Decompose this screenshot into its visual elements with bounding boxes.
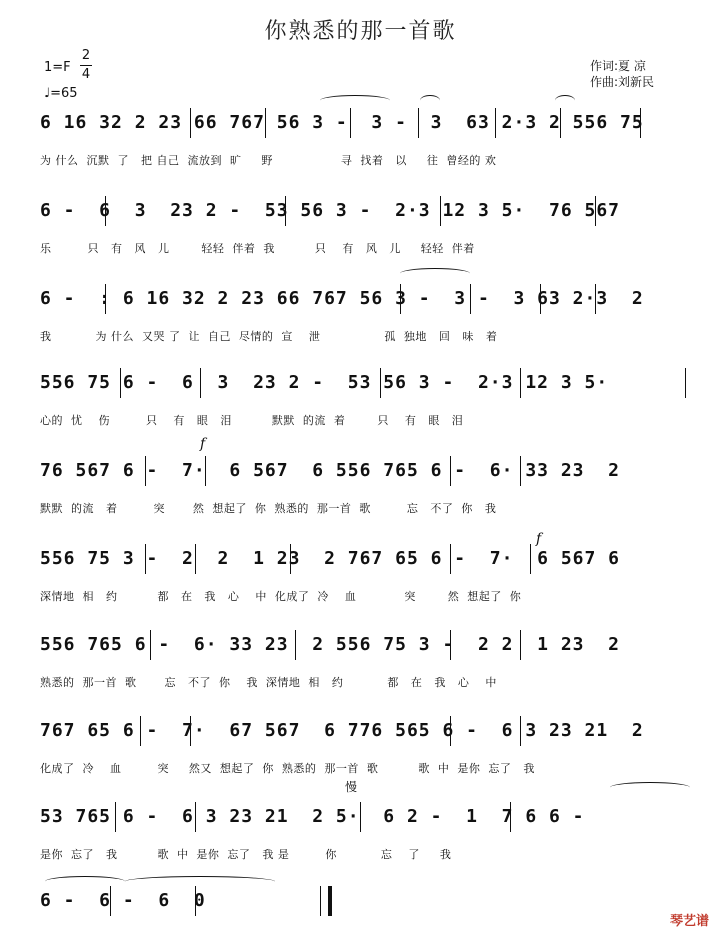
barline bbox=[190, 108, 191, 138]
slur bbox=[400, 268, 470, 279]
notation-line: 556 765 6 - 6· 33 23 2 556 75 3 - 2 2 1 23 2 bbox=[40, 634, 621, 655]
lyrics-line: 熟悉的 那一首 歌 忘 不了 你 我 深情地 相 约 都 在 我 心 中 bbox=[40, 676, 497, 689]
lyrics-line: 是你 忘了 我 歌 中 是你 忘了 我 是 你 忘 了 我 bbox=[40, 848, 452, 861]
barline bbox=[470, 284, 471, 314]
barline bbox=[115, 802, 116, 832]
barline bbox=[290, 544, 291, 574]
barline bbox=[520, 368, 521, 398]
barline bbox=[560, 108, 561, 138]
barline bbox=[350, 108, 351, 138]
barline bbox=[285, 196, 286, 226]
barline bbox=[105, 284, 106, 314]
barline bbox=[418, 108, 419, 138]
barline bbox=[510, 802, 511, 832]
composer: 作曲:刘新民 bbox=[590, 75, 655, 89]
notation-line: 6 16 32 2 23 66 767 56 3 - 3 - 3 63 2·3 2 556 75 bbox=[40, 112, 644, 133]
barline bbox=[595, 196, 596, 226]
time-signature bbox=[80, 48, 92, 83]
barline bbox=[595, 284, 596, 314]
barline bbox=[195, 802, 196, 832]
barline bbox=[200, 368, 201, 398]
notation-line: 6 - 6 - 6 0 bbox=[40, 890, 206, 911]
barline bbox=[685, 368, 686, 398]
lyrics-line: 乐 只 有 风 儿 轻轻 伴着 我 只 有 风 儿 轻轻 伴着 bbox=[40, 242, 475, 255]
barline bbox=[520, 630, 521, 660]
barline bbox=[450, 716, 451, 746]
tempo-marking: ♩=65 bbox=[44, 86, 78, 101]
time-sig-top: 2 bbox=[81, 48, 91, 63]
dynamic-forte-2: f bbox=[536, 531, 542, 547]
barline bbox=[320, 886, 321, 916]
barline bbox=[205, 456, 206, 486]
lyrics-line: 化成了 冷 血 突 然又 想起了 你 熟悉的 那一首 歌 歌 中 是你 忘了 我 bbox=[40, 762, 535, 775]
barline bbox=[145, 544, 146, 574]
notation-line: 767 65 6 - 7· 67 567 6 776 565 6 - 6 3 23 21 2 bbox=[40, 720, 644, 741]
barline bbox=[150, 630, 151, 660]
barline bbox=[295, 630, 296, 660]
barline bbox=[450, 630, 451, 660]
barline bbox=[145, 456, 146, 486]
notation-line: 556 75 6 - 6 3 23 2 - 53 56 3 - 2·3 12 3 5· bbox=[40, 372, 609, 393]
lyrics-line: 为 什么 沉默 了 把 自己 流放到 旷 野 寻 找着 以 往 曾经的 欢 bbox=[40, 154, 497, 167]
notation-line: 556 75 3 - 2 2 1 23 2 767 65 6 - 7· 6 567 6 bbox=[40, 548, 621, 569]
slur bbox=[420, 95, 440, 106]
barline bbox=[105, 196, 106, 226]
barline bbox=[190, 716, 191, 746]
notation-line: 6 - 6 3 23 2 - 53 56 3 - 2·3 12 3 5· 76 567 bbox=[40, 200, 621, 221]
barline bbox=[520, 716, 521, 746]
barline bbox=[450, 544, 451, 574]
barline bbox=[120, 368, 121, 398]
slur bbox=[45, 876, 125, 887]
site-logo: 琴艺谱 bbox=[669, 914, 709, 929]
barline bbox=[195, 544, 196, 574]
final-barline bbox=[328, 886, 332, 916]
barline bbox=[440, 196, 441, 226]
credits bbox=[590, 58, 654, 90]
barline bbox=[110, 886, 111, 916]
dynamic-forte: f bbox=[200, 436, 206, 452]
lyrics-line: 心的 忧 伤 只 有 眼 泪 默默 的流 着 只 有 眼 泪 bbox=[40, 414, 464, 427]
barline bbox=[360, 802, 361, 832]
barline bbox=[195, 886, 196, 916]
tempo-change-marking: 慢 bbox=[345, 780, 358, 794]
slur bbox=[555, 95, 575, 106]
lyrics-line: 深情地 相 约 都 在 我 心 中 化成了 冷 血 突 然 想起了 你 bbox=[40, 590, 522, 603]
slur bbox=[125, 876, 275, 887]
notation-line: 76 567 6 - 7· 6 567 6 556 765 6 - 6· 33 23 2 bbox=[40, 460, 621, 481]
barline bbox=[400, 284, 401, 314]
key-signature: 1=F bbox=[44, 60, 71, 75]
lyrics-line: 默默 的流 着 突 然 想起了 你 熟悉的 那一首 歌 忘 不了 你 我 bbox=[40, 502, 497, 515]
barline bbox=[265, 108, 266, 138]
barline bbox=[450, 456, 451, 486]
barline bbox=[140, 716, 141, 746]
barline bbox=[530, 544, 531, 574]
barline bbox=[495, 108, 496, 138]
lyrics-line: 我 为 什么 又哭 了 让 自己 尽情的 宣 泄 孤 独地 回 味 着 bbox=[40, 330, 498, 343]
lyricist: 作词:夏 凉 bbox=[590, 59, 646, 73]
barline bbox=[520, 456, 521, 486]
barline bbox=[640, 108, 641, 138]
time-sig-bottom: 4 bbox=[81, 67, 91, 82]
notation-line: 6 - : 6 16 32 2 23 66 767 56 3 - 3 - 3 63 2·3 2 bbox=[40, 288, 644, 309]
slur bbox=[320, 95, 390, 106]
notation-line: 53 765 6 - 6 3 23 21 2 5· 6 2 - 1 7 6 6 - bbox=[40, 806, 585, 827]
slur bbox=[610, 782, 690, 793]
barline bbox=[380, 368, 381, 398]
song-title: 你熟悉的那一首歌 bbox=[264, 19, 457, 44]
barline bbox=[540, 284, 541, 314]
